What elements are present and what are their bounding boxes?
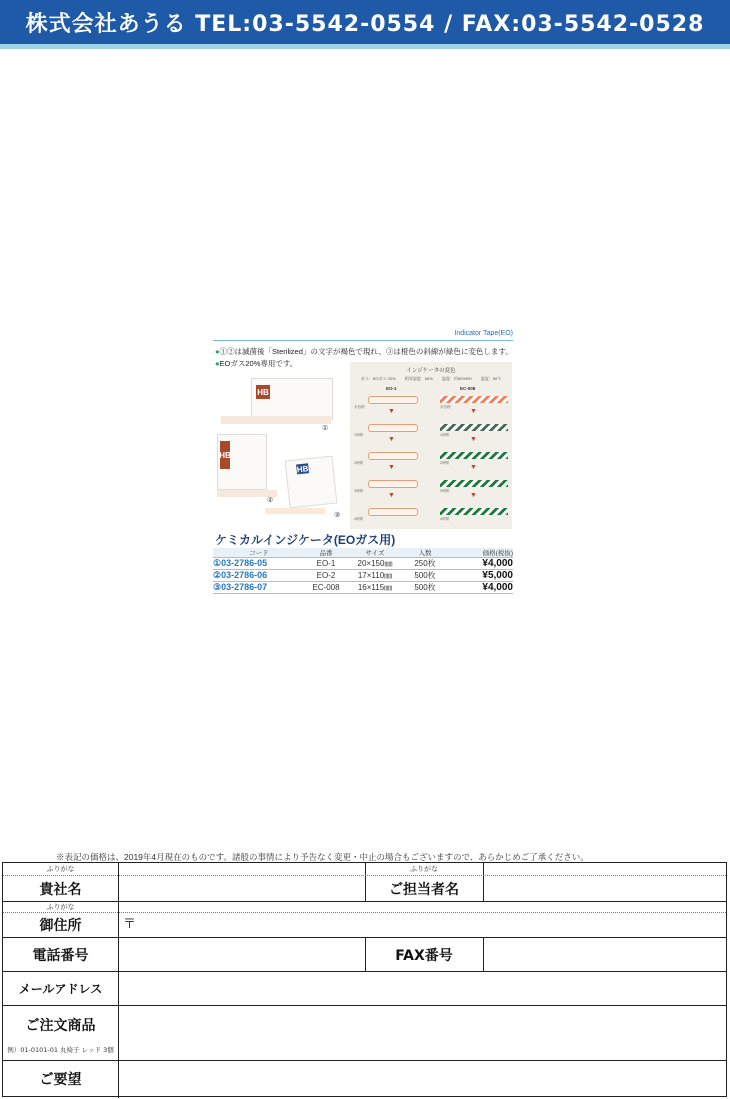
col-header-size: サイズ — [347, 548, 403, 558]
panel-col-eo1: EO-1 — [386, 386, 397, 391]
product-code — [213, 570, 305, 582]
indicator-eo1-row3 — [368, 452, 418, 460]
request-label: ご要望 — [39, 1072, 82, 1088]
arrow-down-icon: ▼ — [470, 408, 477, 415]
indicator-ec008-row4 — [440, 480, 508, 487]
col-header-qty: 入数 — [403, 548, 447, 558]
product-box-2 — [217, 434, 267, 490]
furigana-label: ふりがな — [46, 903, 75, 911]
address-field[interactable] — [119, 913, 726, 937]
table-header-row — [213, 548, 513, 558]
bullet-dot-icon: ● — [215, 347, 220, 356]
phone-field[interactable] — [119, 938, 365, 971]
row-label: 1時間 — [354, 433, 363, 437]
furigana-label: ふりがな — [410, 865, 438, 873]
header-accent-line — [0, 44, 730, 49]
header-bar — [0, 0, 730, 44]
row-label: 未処理 — [440, 405, 451, 409]
row-label: 2時間 — [354, 461, 363, 465]
email-label: メールアドレス — [18, 982, 103, 996]
header-title: 株式会社あうる TEL:03-5542-0554 / FAX:03-5542-0528 — [25, 11, 705, 37]
phone-label: 電話番号 — [32, 947, 89, 964]
price-cell: ¥5,000 — [447, 570, 513, 582]
order-label: ご注文商品 — [25, 1018, 96, 1034]
person-label: ご担当者名 — [389, 881, 459, 898]
section-label: Indicator Tape(EO) — [454, 330, 513, 337]
circled-3: ③ — [334, 512, 341, 519]
color-change-panel — [350, 362, 512, 529]
price-cell: ¥4,000 — [447, 582, 513, 594]
row-number: ① — [213, 558, 222, 568]
indicator-eo1-row4 — [368, 480, 418, 488]
order-example: 例）01-0101-01 丸椅子 レッド 3個 — [7, 1046, 114, 1054]
arrow-down-icon: ▼ — [388, 492, 395, 499]
feature-bullet-1: ●①②は滅菌後「Sterilized」の文字が褐色で現れ、③は橙色の斜線が緑色に変色します。 — [215, 347, 513, 356]
code-value: 03-2786-06 — [221, 570, 268, 580]
order-form — [2, 862, 727, 1097]
feature-bullet-2: ●EOガス20%専用です。 — [215, 359, 298, 368]
row-number: ③ — [213, 582, 222, 592]
fax-field[interactable] — [484, 938, 726, 971]
qty-cell: 500枚 — [403, 582, 447, 594]
code-value: 03-2786-07 — [221, 582, 268, 592]
product-code — [213, 558, 305, 570]
arrow-down-icon: ▼ — [470, 436, 477, 443]
circled-2: ② — [267, 497, 274, 504]
qty-cell: 500枚 — [403, 570, 447, 582]
indicator-ec008-row2 — [440, 424, 508, 431]
col-header-code: コード — [213, 548, 305, 558]
size-cell: 16×115㎜ — [347, 582, 403, 594]
person-field[interactable] — [484, 876, 726, 901]
circled-1: ① — [322, 425, 329, 432]
model-cell: EO-1 — [305, 558, 347, 570]
row-number: ② — [213, 570, 222, 580]
model-cell: EC-008 — [305, 582, 347, 594]
product-code — [213, 582, 305, 594]
size-cell: 17×110㎜ — [347, 570, 403, 582]
catalog-section — [213, 330, 513, 598]
row-label: 4時間 — [440, 517, 449, 521]
arrow-down-icon: ▼ — [388, 436, 395, 443]
row-label: 未処理 — [354, 405, 365, 409]
indicator-eo1-row2 — [368, 424, 418, 432]
table-row — [213, 570, 513, 582]
furigana-label: ふりがな — [46, 865, 75, 873]
arrow-down-icon: ▼ — [470, 492, 477, 499]
arrow-down-icon: ▼ — [388, 408, 395, 415]
email-field[interactable] — [119, 972, 726, 1005]
indicator-ec008-row1 — [440, 396, 508, 403]
col-header-price: 価格(税抜) — [447, 548, 513, 558]
tape-strip-3 — [265, 508, 325, 514]
model-cell: EO-2 — [305, 570, 347, 582]
tape-strip-1 — [221, 416, 331, 424]
fax-label: FAX番号 — [395, 947, 453, 964]
table-row — [213, 582, 513, 594]
product-card-3 — [285, 456, 338, 509]
row-label: 3時間 — [354, 489, 363, 493]
request-field[interactable] — [119, 1061, 726, 1097]
spec-table — [213, 548, 513, 594]
product-title: ケミカルインジケータ(EOガス用) — [215, 533, 396, 547]
arrow-down-icon: ▼ — [470, 464, 477, 471]
code-value: 03-2786-05 — [221, 558, 268, 568]
row-label: 2時間 — [440, 461, 449, 465]
section-divider — [213, 340, 513, 341]
product-logo: HB — [220, 441, 230, 469]
panel-col-ec008: EC-008 — [460, 386, 476, 391]
indicator-ec008-row5 — [440, 508, 508, 515]
row-label: 4時間 — [354, 517, 363, 521]
price-cell: ¥4,000 — [447, 558, 513, 570]
postal-mark: 〒 — [123, 917, 137, 932]
row-label: 1時間 — [440, 433, 449, 437]
product-logo: HB — [256, 385, 270, 399]
order-field[interactable] — [119, 1006, 726, 1060]
qty-cell: 250枚 — [403, 558, 447, 570]
col-header-model: 品番 — [305, 548, 347, 558]
table-row — [213, 558, 513, 570]
bullet-dot-icon: ● — [215, 359, 220, 368]
indicator-eo1-row5 — [368, 508, 418, 516]
indicator-ec008-row3 — [440, 452, 508, 459]
company-field[interactable] — [119, 876, 365, 901]
price-note: ※表記の価格は、2019年4月現在のものです。諸般の事情により予告なく変更・中止の場合もございますので、あらかじめご了承ください。 — [56, 852, 589, 862]
product-logo: HB — [296, 463, 309, 474]
product-box-1 — [251, 378, 333, 420]
company-label: 貴社名 — [39, 881, 82, 898]
indicator-eo1-row1 — [368, 396, 418, 404]
panel-title: インジケータの変色 — [406, 368, 456, 374]
address-label: 御住所 — [39, 918, 82, 934]
arrow-down-icon: ▼ — [388, 464, 395, 471]
row-label: 3時間 — [440, 489, 449, 493]
panel-conditions: ガス：EOガス 20% 相対湿度：60% 温度：約50%RH 温度：50℃ — [360, 376, 502, 381]
size-cell: 20×150㎜ — [347, 558, 403, 570]
